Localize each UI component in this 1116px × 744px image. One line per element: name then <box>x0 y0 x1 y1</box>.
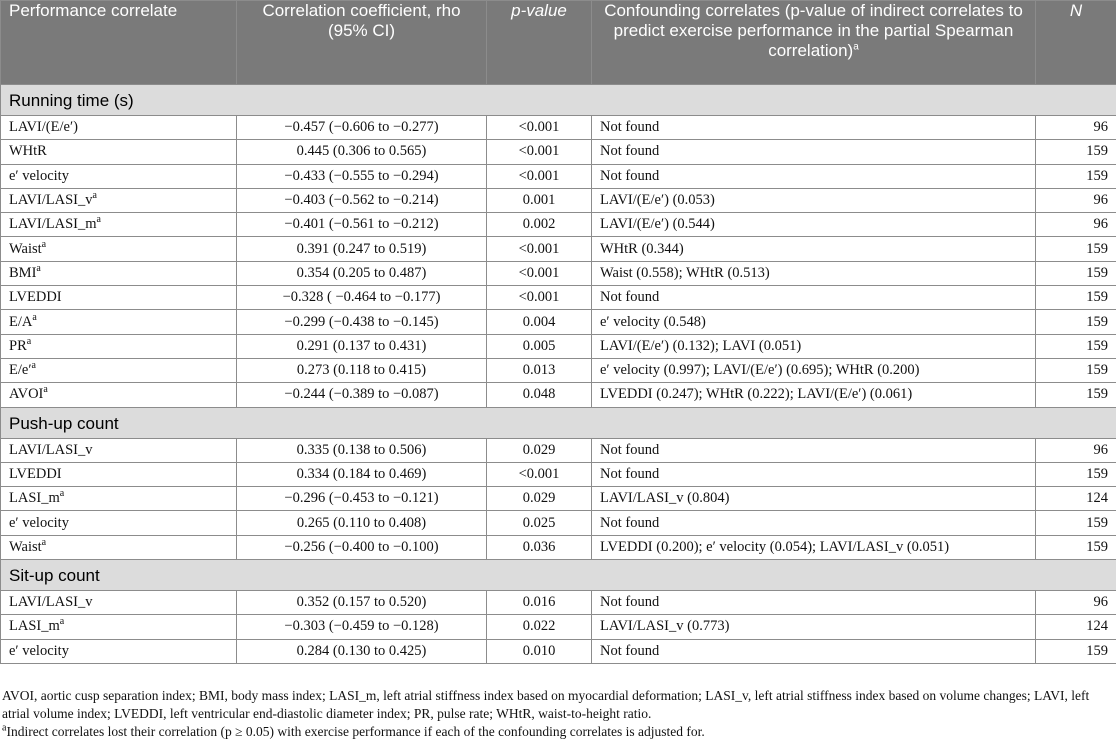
table-row <box>1 438 1116 462</box>
cell-correlate <box>1 639 237 663</box>
cell-correlate <box>1 116 237 140</box>
correlate-name: BMI <box>9 264 37 281</box>
cell-p-value: 0.029 <box>487 487 592 511</box>
cell-rho: 0.291 (0.137 to 0.431) <box>237 334 487 358</box>
cell-p-value: <0.001 <box>487 140 592 164</box>
table-row <box>1 188 1116 212</box>
cell-rho: 0.445 (0.306 to 0.565) <box>237 140 487 164</box>
cell-p-value: 0.004 <box>487 310 592 334</box>
cell-n: 159 <box>1036 383 1116 407</box>
cell-correlate <box>1 310 237 334</box>
correlate-name: PR <box>9 337 27 354</box>
cell-p-value: 0.013 <box>487 358 592 382</box>
cell-rho: −0.401 (−0.561 to −0.212) <box>237 213 487 237</box>
correlate-sup: a <box>43 384 48 396</box>
table-row <box>1 511 1116 535</box>
cell-p-value: 0.022 <box>487 615 592 639</box>
cell-rho: −0.256 (−0.400 to −0.100) <box>237 535 487 559</box>
cell-confounding: WHtR (0.344) <box>592 237 1036 261</box>
correlate-sup: a <box>59 488 65 500</box>
section-row <box>1 560 1116 591</box>
correlate-name: Waist <box>9 240 42 257</box>
cell-n: 96 <box>1036 591 1116 615</box>
cell-p-value: 0.002 <box>487 213 592 237</box>
cell-p-value: 0.001 <box>487 188 592 212</box>
table-row <box>1 615 1116 639</box>
section-row <box>1 85 1116 116</box>
correlate-name: LAVI/LASI_v <box>9 192 93 209</box>
cell-rho: −0.299 (−0.438 to −0.145) <box>237 310 487 334</box>
header-confounding-correlates <box>592 1 1036 85</box>
cell-n: 96 <box>1036 188 1116 212</box>
cell-n: 159 <box>1036 261 1116 285</box>
cell-rho: 0.265 (0.110 to 0.408) <box>237 511 487 535</box>
cell-rho: 0.284 (0.130 to 0.425) <box>237 639 487 663</box>
cell-correlate <box>1 237 237 261</box>
cell-confounding: Not found <box>592 462 1036 486</box>
cell-n: 159 <box>1036 511 1116 535</box>
table-row <box>1 358 1116 382</box>
correlate-sup: a <box>31 360 36 372</box>
correlate-sup: a <box>26 335 32 347</box>
cell-confounding: Not found <box>592 438 1036 462</box>
cell-correlate <box>1 188 237 212</box>
cell-confounding: e′ velocity (0.548) <box>592 310 1036 334</box>
cell-correlate <box>1 286 237 310</box>
table-row <box>1 164 1116 188</box>
cell-rho: −0.244 (−0.389 to −0.087) <box>237 383 487 407</box>
footnotes <box>2 687 1114 741</box>
cell-confounding: e′ velocity (0.997); LAVI/(E/e′) (0.695); WHtR (0.200) <box>592 358 1036 382</box>
correlate-name: LAVI/LASI_v <box>9 441 93 458</box>
cell-n: 96 <box>1036 213 1116 237</box>
cell-confounding: Not found <box>592 116 1036 140</box>
header-correlation-coefficient: Correlation coefficient, rho (95% CI) <box>237 1 487 85</box>
cell-rho: −0.328 ( −0.464 to −0.177) <box>237 286 487 310</box>
cell-p-value: <0.001 <box>487 462 592 486</box>
note-text: Indirect correlates lost their correlation (p ≥ 0.05) with exercise performance if each of the confounding correlates is adjusted for. <box>6 724 705 739</box>
correlate-name: LAVI/(E/e′) <box>9 119 78 136</box>
cell-n: 159 <box>1036 310 1116 334</box>
cell-p-value: <0.001 <box>487 237 592 261</box>
cell-p-value: 0.048 <box>487 383 592 407</box>
cell-p-value: 0.025 <box>487 511 592 535</box>
correlate-name: LAVI/LASI_v <box>9 594 93 611</box>
table-body <box>1 85 1116 664</box>
cell-correlate <box>1 535 237 559</box>
cell-correlate <box>1 487 237 511</box>
correlate-name: LAVI/LASI_m <box>9 216 97 233</box>
cell-confounding: Not found <box>592 639 1036 663</box>
cell-correlate <box>1 334 237 358</box>
cell-confounding: LVEDDI (0.200); e′ velocity (0.054); LAVI/LASI_v (0.051) <box>592 535 1036 559</box>
table-row <box>1 213 1116 237</box>
correlate-name: e′ velocity <box>9 167 69 184</box>
correlate-sup: a <box>32 311 37 323</box>
cell-rho: −0.433 (−0.555 to −0.294) <box>237 164 487 188</box>
table-header-row <box>1 1 1116 85</box>
abbreviations-note: AVOI, aortic cusp separation index; BMI, body mass index; LASI_m, left atrial stiffness index based on myocardial deformation; LASI_v, left atrial stiffness index based on volume changes; LAVI, left atrial volume index; LVEDDI, left ventricular end-diastolic diameter index; PR, pulse rate; WHtR, waist-to-height ratio. <box>2 688 1090 721</box>
header-confounding-text: Confounding correlates (p-value of indirect correlates to predict exercise performance in the partial Spearman correlation) <box>604 1 1023 60</box>
cell-confounding: Not found <box>592 286 1036 310</box>
cell-n: 159 <box>1036 140 1116 164</box>
cell-correlate <box>1 164 237 188</box>
header-n: N <box>1036 1 1116 85</box>
cell-p-value: <0.001 <box>487 286 592 310</box>
cell-n: 159 <box>1036 237 1116 261</box>
cell-n: 159 <box>1036 639 1116 663</box>
table-row <box>1 334 1116 358</box>
correlate-sup: a <box>96 214 101 226</box>
correlate-name: WHtR <box>9 143 47 160</box>
cell-confounding: LAVI/LASI_v (0.804) <box>592 487 1036 511</box>
table-row <box>1 462 1116 486</box>
correlate-name: e′ velocity <box>9 642 69 659</box>
cell-confounding: LAVI/(E/e′) (0.132); LAVI (0.051) <box>592 334 1036 358</box>
cell-correlate <box>1 462 237 486</box>
cell-n: 124 <box>1036 615 1116 639</box>
header-p-value: p-value <box>487 1 592 85</box>
correlate-name: LVEDDI <box>9 289 62 306</box>
correlate-sup: a <box>92 190 97 202</box>
table-row <box>1 639 1116 663</box>
cell-rho: 0.335 (0.138 to 0.506) <box>237 438 487 462</box>
cell-n: 159 <box>1036 462 1116 486</box>
cell-p-value: 0.029 <box>487 438 592 462</box>
table-row <box>1 383 1116 407</box>
cell-correlate <box>1 438 237 462</box>
cell-rho: 0.334 (0.184 to 0.469) <box>237 462 487 486</box>
correlate-name: Waist <box>9 538 42 555</box>
correlate-sup: a <box>41 238 47 250</box>
cell-confounding: Not found <box>592 511 1036 535</box>
cell-rho: 0.391 (0.247 to 0.519) <box>237 237 487 261</box>
cell-confounding: LAVI/LASI_v (0.773) <box>592 615 1036 639</box>
table-row <box>1 310 1116 334</box>
cell-p-value: <0.001 <box>487 261 592 285</box>
correlate-name: E/A <box>9 313 33 330</box>
note-sup: a <box>2 722 7 734</box>
section-title: Sit-up count <box>1 560 1116 591</box>
header-performance-correlate: Performance correlate <box>1 1 237 85</box>
cell-rho: 0.352 (0.157 to 0.520) <box>237 591 487 615</box>
section-title: Running time (s) <box>1 85 1116 116</box>
section-title: Push-up count <box>1 407 1116 438</box>
cell-rho: −0.303 (−0.459 to −0.128) <box>237 615 487 639</box>
table-row <box>1 535 1116 559</box>
table-row <box>1 591 1116 615</box>
cell-confounding: Not found <box>592 164 1036 188</box>
cell-correlate <box>1 615 237 639</box>
cell-confounding: LAVI/(E/e′) (0.544) <box>592 213 1036 237</box>
cell-n: 159 <box>1036 164 1116 188</box>
cell-rho: −0.403 (−0.562 to −0.214) <box>237 188 487 212</box>
cell-n: 159 <box>1036 535 1116 559</box>
cell-n: 159 <box>1036 334 1116 358</box>
correlate-sup: a <box>36 263 41 275</box>
cell-confounding: LVEDDI (0.247); WHtR (0.222); LAVI/(E/e′) (0.061) <box>592 383 1036 407</box>
cell-rho: −0.457 (−0.606 to −0.277) <box>237 116 487 140</box>
correlate-sup: a <box>41 537 47 549</box>
cell-confounding: Waist (0.558); WHtR (0.513) <box>592 261 1036 285</box>
correlate-name: LASI_m <box>9 490 60 507</box>
header-confounding-sup: a <box>853 41 859 53</box>
correlate-sup: a <box>59 616 65 628</box>
correlate-name: AVOI <box>9 386 44 403</box>
table-row <box>1 237 1116 261</box>
cell-correlate <box>1 261 237 285</box>
cell-confounding: LAVI/(E/e′) (0.053) <box>592 188 1036 212</box>
cell-n: 159 <box>1036 286 1116 310</box>
correlate-name: LVEDDI <box>9 466 62 482</box>
indirect-correlates-note <box>2 723 1114 741</box>
correlate-name: E/e′ <box>9 362 32 379</box>
cell-correlate <box>1 591 237 615</box>
cell-correlate <box>1 358 237 382</box>
cell-p-value: 0.036 <box>487 535 592 559</box>
table-row <box>1 286 1116 310</box>
cell-rho: 0.273 (0.118 to 0.415) <box>237 358 487 382</box>
cell-correlate <box>1 383 237 407</box>
correlate-name: e′ velocity <box>9 514 69 531</box>
section-row <box>1 407 1116 438</box>
cell-rho: −0.296 (−0.453 to −0.121) <box>237 487 487 511</box>
cell-n: 124 <box>1036 487 1116 511</box>
cell-n: 159 <box>1036 358 1116 382</box>
cell-rho: 0.354 (0.205 to 0.487) <box>237 261 487 285</box>
cell-p-value: <0.001 <box>487 164 592 188</box>
cell-correlate <box>1 511 237 535</box>
cell-confounding: Not found <box>592 591 1036 615</box>
cell-n: 96 <box>1036 116 1116 140</box>
cell-correlate <box>1 140 237 164</box>
cell-confounding: Not found <box>592 140 1036 164</box>
table-row <box>1 487 1116 511</box>
correlate-name: LASI_m <box>9 618 60 635</box>
table-row <box>1 261 1116 285</box>
cell-p-value: <0.001 <box>487 116 592 140</box>
cell-correlate <box>1 213 237 237</box>
cell-n: 96 <box>1036 438 1116 462</box>
cell-p-value: 0.005 <box>487 334 592 358</box>
cell-p-value: 0.016 <box>487 591 592 615</box>
cell-p-value: 0.010 <box>487 639 592 663</box>
table-row <box>1 140 1116 164</box>
table-row <box>1 116 1116 140</box>
